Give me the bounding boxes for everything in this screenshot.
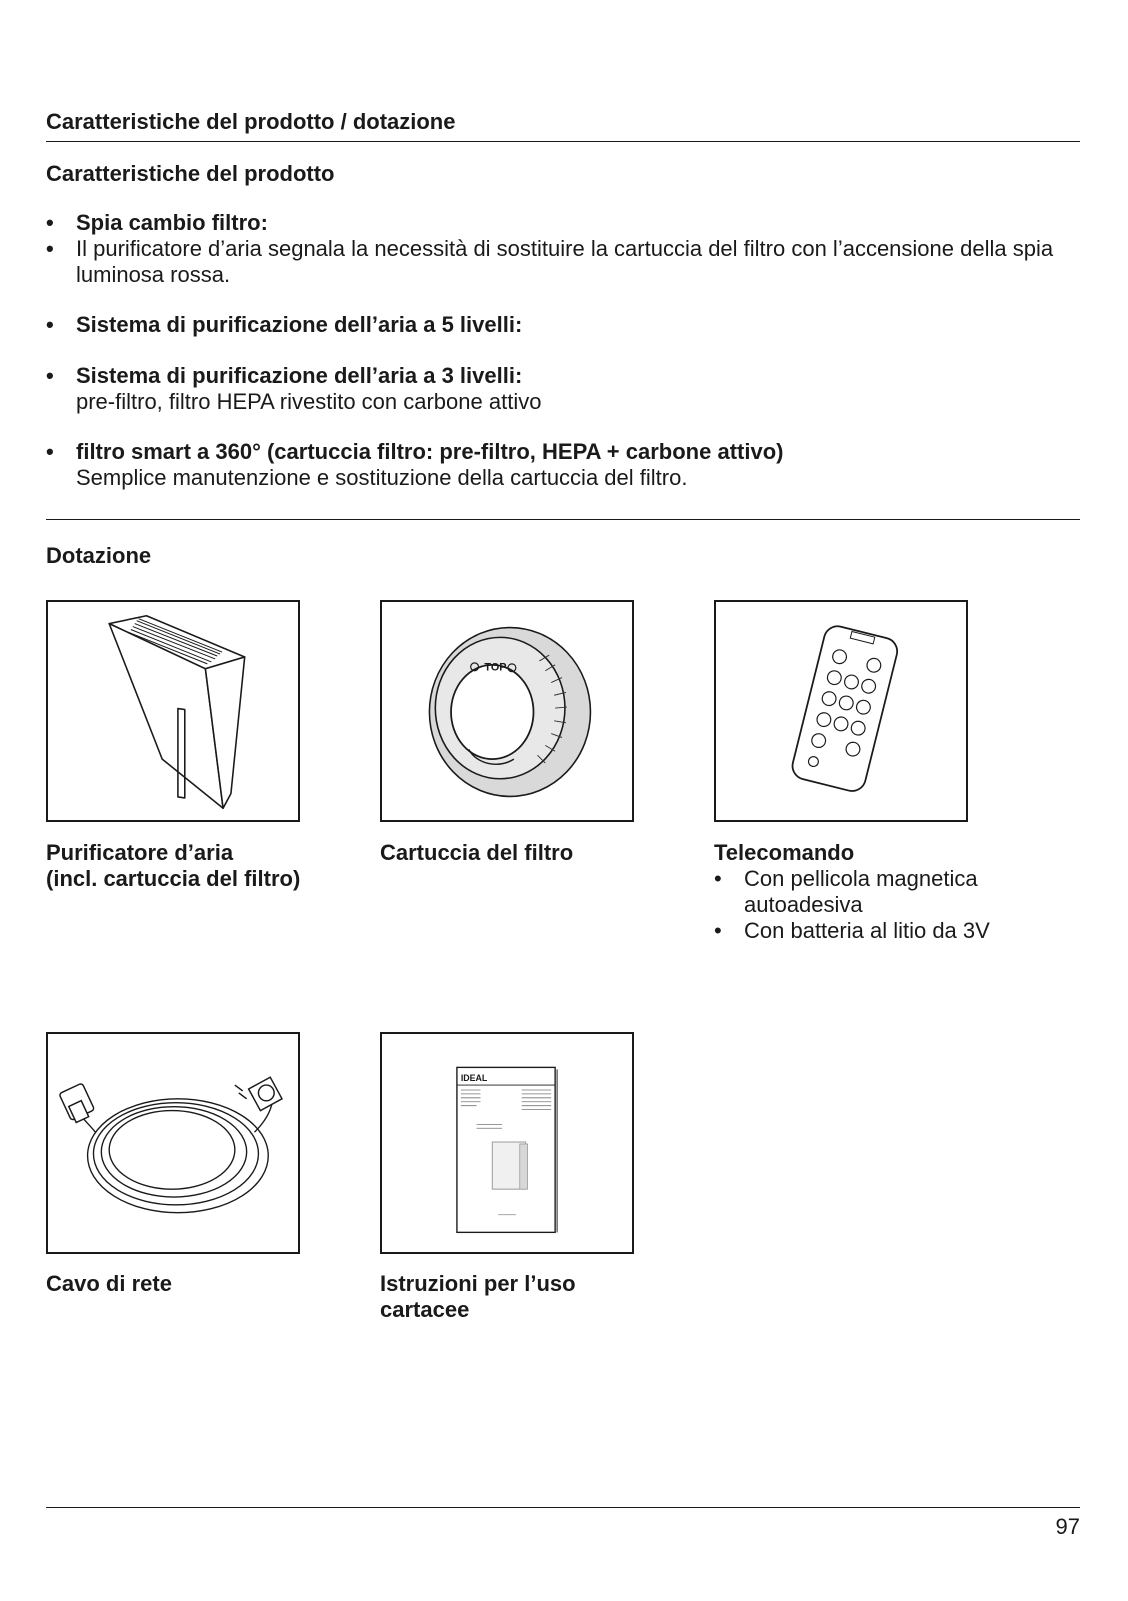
manual-caption-line2: cartacee [380,1297,470,1322]
section-title: Caratteristiche del prodotto / dotazione [46,109,456,134]
air-purifier-illustration [46,600,300,822]
feature-bold: Spia cambio filtro: [76,210,268,235]
purifier-caption-line1: Purificatore d’aria [46,840,234,865]
feature-text: Il purificatore d’aria segnala la necessità di sostituire la cartuccia del filtro con l’accensione della spia luminosa rossa. [76,236,1054,287]
divider [46,141,1080,142]
feature-bold: Sistema di purificazione dell’aria a 3 livelli: [76,363,523,388]
bullet-icon: • [714,918,722,943]
bullet-icon: • [714,866,722,891]
manual-booklet-illustration [380,1032,634,1254]
cable-caption: Cavo di rete [46,1271,172,1296]
footer-divider [46,1507,1080,1508]
feature-bold: Sistema di purificazione dell’aria a 5 livelli: [76,312,523,337]
remote-feature: Con batteria al litio da 3V [744,918,990,943]
filter-cartridge-icon [382,602,632,820]
bullet-icon: • [46,363,54,388]
manual-caption [380,1271,576,1323]
manual-booklet-icon [382,1034,632,1252]
page-number: 97 [1055,1514,1080,1539]
divider [46,519,1080,520]
remote-feature-list [714,866,1044,944]
feature-item [46,439,1086,491]
filter-caption: Cartuccia del filtro [380,840,574,865]
power-cable-illustration [46,1032,300,1254]
filter-cartridge-illustration [380,600,634,822]
feature-bold: filtro smart a 360° (cartuccia filtro: pre-filtro, HEPA + carbone attivo) [76,439,784,464]
manual-caption-line1: Istruzioni per l’uso [380,1271,576,1296]
remote-feature: Con pellicola magnetica autoadesiva [744,866,978,917]
list-item [714,918,1044,944]
manual-logo: IDEAL [460,1073,488,1084]
feature-item [46,312,1086,338]
power-cable-icon [48,1034,298,1252]
filter-top-label: TOP [484,661,507,674]
feature-text: pre-filtro, filtro HEPA rivestito con carbone attivo [76,389,542,414]
remote-caption: Telecomando [714,840,855,865]
feature-item [46,236,1086,288]
equipment-title: Dotazione [46,543,152,568]
feature-item [46,210,1086,236]
bullet-icon: • [46,236,54,261]
list-item [714,866,1044,918]
air-purifier-icon [48,602,298,820]
bullet-icon: • [46,210,54,235]
feature-text: Semplice manutenzione e sostituzione della cartuccia del filtro. [76,465,688,490]
feature-item [46,363,1086,415]
bullet-icon: • [46,312,54,337]
purifier-caption [46,840,300,892]
bullet-icon: • [46,439,54,464]
remote-control-icon [716,602,966,820]
features-title: Caratteristiche del prodotto [46,161,335,186]
remote-control-illustration [714,600,968,822]
purifier-caption-line2: (incl. cartuccia del filtro) [46,866,301,891]
